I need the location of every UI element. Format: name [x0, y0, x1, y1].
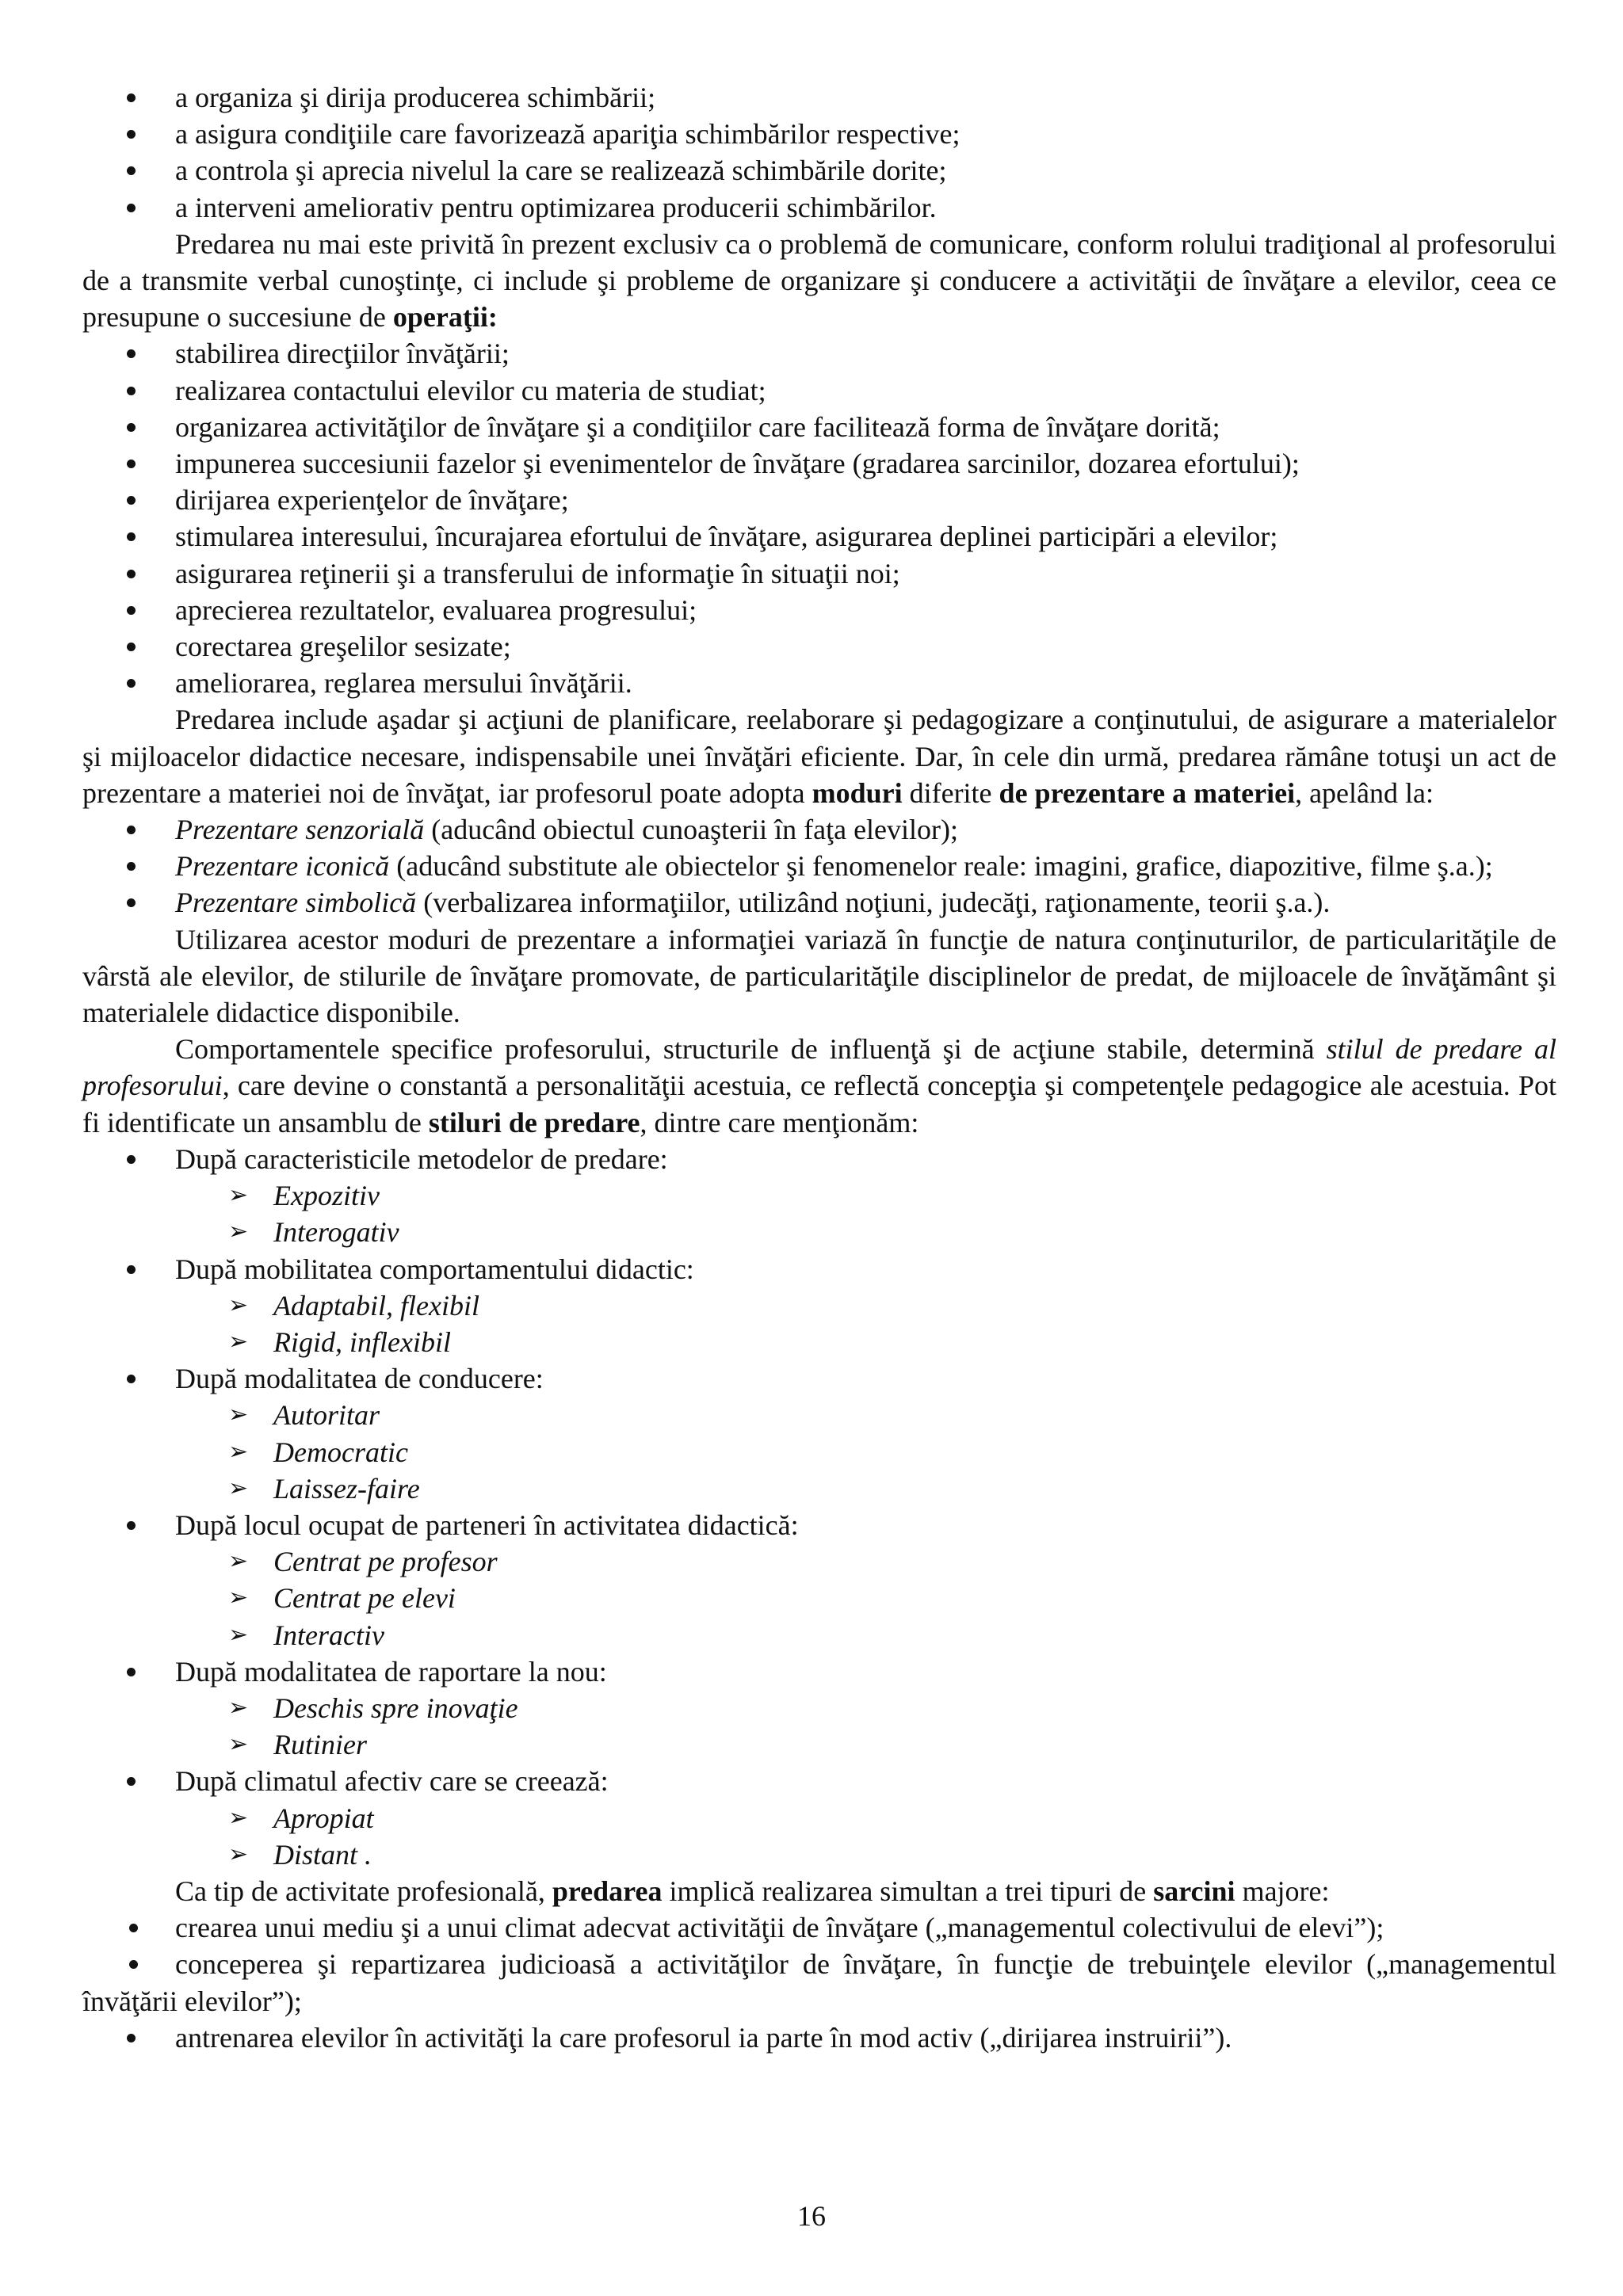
objectives-list — [82, 79, 1556, 226]
bold-term: sarcini — [1153, 1875, 1235, 1907]
list-item: antrenarea elevilor în activităţi la care profesorul ia parte în mod activ („dirijarea instruirii”). — [82, 2019, 1556, 2056]
list-item-text: (aducând obiectul cunoaşterii în faţa elevilor); — [424, 814, 959, 846]
list-item: stabilirea direcţiilor învăţării; — [82, 335, 1556, 372]
list-item-text: (aducând substitute ale obiectelor şi fenomenelor reale: imagini, grafice, diapozitive, filme ş.a.); — [389, 850, 1493, 883]
italic-term: Prezentare iconică — [175, 850, 390, 883]
paragraph-operations — [82, 226, 1556, 336]
bold-term: de prezentare a materiei — [999, 776, 1296, 809]
page-number: 16 — [797, 2200, 826, 2232]
list-item: a organiza şi dirija producerea schimbării; — [82, 79, 1556, 116]
paragraph-styles — [82, 1031, 1556, 1141]
style-criterion: După climatul afectiv care se creează: — [82, 1763, 1556, 1799]
list-item: ameliorarea, reglarea mersului învăţării. — [82, 665, 1556, 701]
list-item: realizarea contactului elevilor cu materia de studiat; — [82, 372, 1556, 409]
paragraph-usage: Utilizarea acestor moduri de prezentare a informaţiei variază în funcţie de natura conţinuturilor, de particularităţile de vârstă ale elevilor, de stilurile de învăţare promovate, de particularităţile disciplinelor de predat, de mijloacele de învăţământ şi materialele didactice disponibile. — [82, 923, 1556, 1029]
list-item: organizarea activităţilor de învăţare şi a condiţiilor care facilitează forma de învăţare dorită; — [82, 409, 1556, 445]
style-option: ➢ Interactiv — [82, 1617, 1556, 1653]
presentation-modes-list — [82, 811, 1556, 921]
style-criterion: După modalitatea de conducere: — [82, 1360, 1556, 1397]
style-criterion: După modalitatea de raportare la nou: — [82, 1653, 1556, 1690]
list-item-text: (verbalizarea informaţiilor, utilizând noţiuni, judecăţi, raţionamente, teorii ş.a.). — [416, 887, 1331, 919]
paragraph-tasks — [82, 1873, 1556, 1909]
style-option: ➢ Laissez-faire — [82, 1470, 1556, 1507]
style-criterion: După mobilitatea comportamentului didactic: — [82, 1251, 1556, 1287]
list-item — [82, 884, 1556, 921]
style-option: ➢ Centrat pe elevi — [82, 1580, 1556, 1616]
bold-term: predarea — [552, 1875, 663, 1907]
list-item: aprecierea rezultatelor, evaluarea progresului; — [82, 592, 1556, 628]
list-item: impunerea succesiunii fazelor şi evenimentelor de învăţare (gradarea sarcinilor, dozarea efortului); — [82, 445, 1556, 482]
paragraph-text: implică realizarea simultan a trei tipuri de — [662, 1875, 1154, 1907]
style-criterion: După caracteristicile metodelor de predare: — [82, 1141, 1556, 1177]
style-option: ➢ Distant . — [82, 1836, 1556, 1873]
bold-term: stiluri de predare — [428, 1106, 640, 1138]
paragraph-text: Predarea include aşadar şi acţiuni de planificare, reelaborare şi pedagogizare a conţinutului, de asigurare a materialelor şi mijloacelor didactice necesare, indispensabile unei învăţări eficiente. Dar, în cele din urmă, predarea rămâne totuşi un act de prezentare a materiei noi de învăţat, iar profesorul poate adopta — [82, 704, 1556, 809]
list-item: asigurarea reţinerii şi a transferului de informaţie în situaţii noi; — [82, 555, 1556, 592]
list-item: a controla şi aprecia nivelul la care se realizează schimbările dorite; — [82, 152, 1556, 189]
list-item — [82, 848, 1556, 884]
list-item: conceperea şi repartizarea judicioasă a activităţilor de învăţare, în funcţie de trebuinţele elevilor („managementul învăţării elevilor”); — [82, 1946, 1556, 2019]
list-item: stimularea interesului, încurajarea efortului de învăţare, asigurarea deplinei participări a elevilor; — [82, 518, 1556, 555]
style-option: ➢ Expozitiv — [82, 1177, 1556, 1214]
teaching-styles-list — [82, 1141, 1556, 1873]
list-item: a interveni ameliorativ pentru optimizarea producerii schimbărilor. — [82, 189, 1556, 226]
page-body — [82, 79, 1556, 2056]
paragraph-text: Ca tip de activitate profesională, — [175, 1875, 552, 1907]
list-item: crearea unui mediu şi a unui climat adecvat activităţii de învăţare („managementul colectivului de elevi”); — [82, 1909, 1556, 1946]
style-option: ➢ Autoritar — [82, 1397, 1556, 1433]
style-option: ➢ Apropiat — [82, 1800, 1556, 1836]
paragraph-text: , apelând la: — [1295, 776, 1434, 809]
italic-term: Prezentare simbolică — [175, 887, 417, 919]
style-option: ➢ Rigid, inflexibil — [82, 1324, 1556, 1360]
paragraph-presentation — [82, 701, 1556, 811]
list-item — [82, 811, 1556, 848]
style-option: ➢ Rutinier — [82, 1726, 1556, 1763]
italic-term: stilul de predare al profesorului — [82, 1033, 1556, 1102]
paragraph-text: Comportamentele specifice profesorului, structurile de influenţă şi de acţiune stabile, determină — [175, 1033, 1327, 1066]
paragraph-text: , care devine o constantă a personalităţii acestuia, ce reflectă concepţia şi competenţele pedagogice ale acestuia. Pot fi identificate un ansamblu de — [82, 1070, 1556, 1138]
paragraph-text: diferite — [902, 776, 999, 809]
style-option: ➢ Deschis spre inovaţie — [82, 1690, 1556, 1726]
tasks-list — [82, 1909, 1556, 2056]
paragraph-text: Predarea nu mai este privită în prezent exclusiv ca o problemă de comunicare, conform rolului tradiţional al profesorului de a transmite verbal cunoştinţe, ci include şi probleme de organizare şi conducere a activităţii de învăţare a elevilor, ceea ce presupune o succesiune de — [82, 227, 1556, 334]
list-item: a asigura condiţiile care favorizează apariţia schimbărilor respective; — [82, 116, 1556, 152]
style-option: ➢ Adaptabil, flexibil — [82, 1287, 1556, 1324]
italic-term: Prezentare senzorială — [175, 814, 425, 846]
style-option: ➢ Democratic — [82, 1434, 1556, 1470]
style-option: ➢ Centrat pe profesor — [82, 1543, 1556, 1580]
paragraph-text: , dintre care menţionăm: — [640, 1106, 919, 1138]
paragraph-text: majore: — [1235, 1875, 1330, 1907]
bold-term: moduri — [812, 776, 903, 809]
list-item: corectarea greşelilor sesizate; — [82, 628, 1556, 665]
style-option: ➢ Interogativ — [82, 1214, 1556, 1250]
style-criterion: După locul ocupat de parteneri în activitatea didactică: — [82, 1507, 1556, 1543]
operations-list — [82, 335, 1556, 701]
list-item: dirijarea experienţelor de învăţare; — [82, 482, 1556, 518]
bold-term: operaţii: — [392, 301, 498, 334]
